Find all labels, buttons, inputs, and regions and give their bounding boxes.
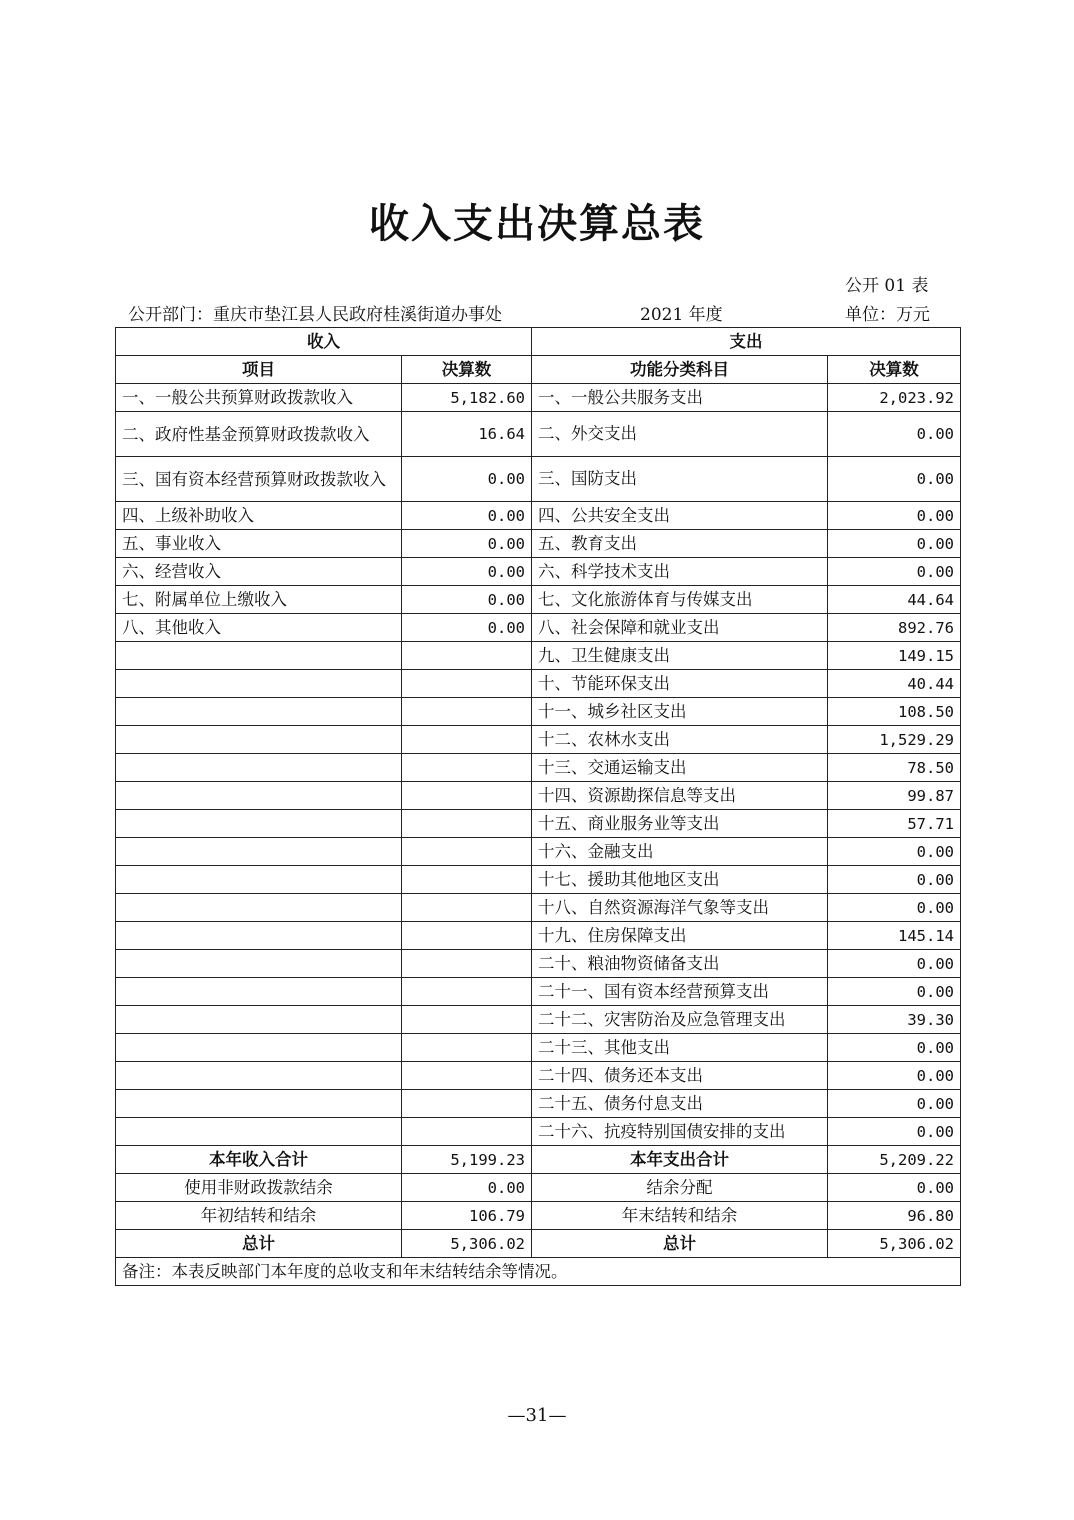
expense-item-label: 五、教育支出: [532, 530, 828, 558]
income-amount: [402, 894, 532, 922]
department-label: 公开部门：重庆市垫江县人民政府桂溪街道办事处: [128, 305, 502, 325]
table-row: [116, 670, 961, 698]
income-item-label: [116, 978, 402, 1006]
expense-amount: 44.64: [828, 586, 961, 614]
expense-item-label: 二十三、其他支出: [532, 1034, 828, 1062]
expense-item-label: 十九、住房保障支出: [532, 922, 828, 950]
income-item-label: [116, 922, 402, 950]
expense-amount: 0.00: [828, 457, 961, 502]
income-item-label: [116, 782, 402, 810]
summary-expense-amount: 0.00: [828, 1174, 961, 1202]
table-row: [116, 922, 961, 950]
expense-amount: 0.00: [828, 1062, 961, 1090]
income-item-label: 一、一般公共预算财政拨款收入: [116, 384, 402, 412]
expense-amount: 0.00: [828, 838, 961, 866]
page-title: 收入支出决算总表: [369, 200, 705, 247]
income-amount: [402, 1118, 532, 1146]
expense-item-label: 二十五、债务付息支出: [532, 1090, 828, 1118]
expense-amount: 99.87: [828, 782, 961, 810]
table-row: [116, 502, 961, 530]
fiscal-year: 2021 年度: [640, 305, 723, 325]
income-amount: [402, 950, 532, 978]
summary-income-label: 使用非财政拨款结余: [116, 1174, 402, 1202]
unit-label: 单位：万元: [845, 305, 930, 325]
summary-row: [116, 1202, 961, 1230]
income-amount: [402, 1034, 532, 1062]
expense-item-label: 十五、商业服务业等支出: [532, 810, 828, 838]
expense-amount: 149.15: [828, 642, 961, 670]
income-item-label: 七、附属单位上缴收入: [116, 586, 402, 614]
expense-amount: 0.00: [828, 950, 961, 978]
income-item-label: [116, 1062, 402, 1090]
summary-income-amount: 5,306.02: [402, 1230, 532, 1258]
summary-expense-label: 本年支出合计: [532, 1146, 828, 1174]
income-expense-table: [115, 327, 961, 1286]
expense-item-label: 二十一、国有资本经营预算支出: [532, 978, 828, 1006]
table-row: [116, 412, 961, 457]
expense-item-label: 二十六、抗疫特别国债安排的支出: [532, 1118, 828, 1146]
income-amount: 0.00: [402, 614, 532, 642]
income-item-label: [116, 1118, 402, 1146]
expense-item-label: 八、社会保障和就业支出: [532, 614, 828, 642]
income-amount: 0.00: [402, 558, 532, 586]
income-amount-header: 决算数: [402, 356, 532, 384]
income-item-label: [116, 670, 402, 698]
expense-amount: 0.00: [828, 530, 961, 558]
expense-amount: 2,023.92: [828, 384, 961, 412]
expense-item-label: 二十二、灾害防治及应急管理支出: [532, 1006, 828, 1034]
income-amount: [402, 754, 532, 782]
table-row: [116, 1090, 961, 1118]
expense-item-label: 十四、资源勘探信息等支出: [532, 782, 828, 810]
expense-item-label: 六、科学技术支出: [532, 558, 828, 586]
table-row: [116, 1062, 961, 1090]
summary-expense-amount: 5,306.02: [828, 1230, 961, 1258]
form-number: 公开 01 表: [845, 276, 929, 296]
expense-section-header: 支出: [532, 328, 961, 356]
income-amount: [402, 1006, 532, 1034]
income-amount: 5,182.60: [402, 384, 532, 412]
table-row: [116, 586, 961, 614]
income-item-label: [116, 866, 402, 894]
expense-amount: 0.00: [828, 412, 961, 457]
expense-item-label: 四、公共安全支出: [532, 502, 828, 530]
expense-item-label: 二、外交支出: [532, 412, 828, 457]
table-row: [116, 642, 961, 670]
income-amount: [402, 1090, 532, 1118]
income-item-label: [116, 1034, 402, 1062]
expense-amount: 39.30: [828, 1006, 961, 1034]
table-row: [116, 558, 961, 586]
note-row: [116, 1258, 961, 1286]
income-item-label: 三、国有资本经营预算财政拨款收入: [116, 457, 402, 502]
table-row: [116, 978, 961, 1006]
income-amount: 0.00: [402, 502, 532, 530]
expense-amount: 0.00: [828, 866, 961, 894]
summary-income-amount: 5,199.23: [402, 1146, 532, 1174]
expense-item-label: 十一、城乡社区支出: [532, 698, 828, 726]
summary-expense-amount: 96.80: [828, 1202, 961, 1230]
summary-income-amount: 0.00: [402, 1174, 532, 1202]
table-row: [116, 1118, 961, 1146]
table-note: 备注：本表反映部门本年度的总收支和年末结转结余等情况。: [116, 1258, 961, 1286]
expense-item-label: 七、文化旅游体育与传媒支出: [532, 586, 828, 614]
table-row: [116, 950, 961, 978]
table-row: [116, 1034, 961, 1062]
section-header-row: [116, 328, 961, 356]
income-amount: 16.64: [402, 412, 532, 457]
income-amount: [402, 642, 532, 670]
summary-expense-label: 总计: [532, 1230, 828, 1258]
expense-item-label: 三、国防支出: [532, 457, 828, 502]
income-item-label: [116, 1006, 402, 1034]
income-item-label: 四、上级补助收入: [116, 502, 402, 530]
expense-amount: 78.50: [828, 754, 961, 782]
expense-item-label: 二十四、债务还本支出: [532, 1062, 828, 1090]
table-row: [116, 457, 961, 502]
summary-income-amount: 106.79: [402, 1202, 532, 1230]
expense-item-label: 十二、农林水支出: [532, 726, 828, 754]
table-row: [116, 894, 961, 922]
income-amount: [402, 978, 532, 1006]
expense-item-label: 九、卫生健康支出: [532, 642, 828, 670]
expense-item-label: 二十、粮油物资储备支出: [532, 950, 828, 978]
expense-amount: 0.00: [828, 894, 961, 922]
summary-expense-label: 结余分配: [532, 1174, 828, 1202]
expense-item-header: 功能分类科目: [532, 356, 828, 384]
income-amount: [402, 670, 532, 698]
table-row: [116, 838, 961, 866]
table-row: [116, 530, 961, 558]
expense-amount: 892.76: [828, 614, 961, 642]
table-row: [116, 698, 961, 726]
expense-amount: 0.00: [828, 502, 961, 530]
expense-amount: 57.71: [828, 810, 961, 838]
summary-row: [116, 1146, 961, 1174]
table-row: [116, 726, 961, 754]
income-item-label: [116, 642, 402, 670]
summary-income-label: 年初结转和结余: [116, 1202, 402, 1230]
income-item-label: 六、经营收入: [116, 558, 402, 586]
expense-amount: 0.00: [828, 1090, 961, 1118]
table-row: [116, 754, 961, 782]
summary-row: [116, 1230, 961, 1258]
income-item-label: [116, 698, 402, 726]
expense-item-label: 一、一般公共服务支出: [532, 384, 828, 412]
table-row: [116, 1006, 961, 1034]
summary-income-label: 本年收入合计: [116, 1146, 402, 1174]
expense-amount: 0.00: [828, 1034, 961, 1062]
expense-amount: 145.14: [828, 922, 961, 950]
expense-item-label: 十三、交通运输支出: [532, 754, 828, 782]
table-row: [116, 810, 961, 838]
income-item-label: 八、其他收入: [116, 614, 402, 642]
table-row: [116, 866, 961, 894]
expense-amount: 0.00: [828, 978, 961, 1006]
table-row: [116, 614, 961, 642]
expense-amount: 108.50: [828, 698, 961, 726]
income-amount: [402, 810, 532, 838]
income-amount: 0.00: [402, 530, 532, 558]
expense-amount-header: 决算数: [828, 356, 961, 384]
summary-expense-amount: 5,209.22: [828, 1146, 961, 1174]
table-row: [116, 384, 961, 412]
income-amount: [402, 838, 532, 866]
income-item-header: 项目: [116, 356, 402, 384]
expense-item-label: 十六、金融支出: [532, 838, 828, 866]
income-amount: 0.00: [402, 586, 532, 614]
expense-item-label: 十八、自然资源海洋气象等支出: [532, 894, 828, 922]
expense-amount: 1,529.29: [828, 726, 961, 754]
income-amount: [402, 726, 532, 754]
expense-item-label: 十、节能环保支出: [532, 670, 828, 698]
expense-amount: 40.44: [828, 670, 961, 698]
expense-item-label: 十七、援助其他地区支出: [532, 866, 828, 894]
income-amount: [402, 866, 532, 894]
income-section-header: 收入: [116, 328, 532, 356]
income-item-label: 五、事业收入: [116, 530, 402, 558]
income-amount: [402, 922, 532, 950]
income-item-label: [116, 726, 402, 754]
expense-amount: 0.00: [828, 558, 961, 586]
page-number: —31—: [507, 1405, 567, 1426]
income-item-label: [116, 950, 402, 978]
income-amount: 0.00: [402, 457, 532, 502]
income-item-label: [116, 1090, 402, 1118]
column-header-row: [116, 356, 961, 384]
summary-income-label: 总计: [116, 1230, 402, 1258]
income-amount: [402, 782, 532, 810]
income-item-label: [116, 810, 402, 838]
table-row: [116, 782, 961, 810]
income-item-label: 二、政府性基金预算财政拨款收入: [116, 412, 402, 457]
income-item-label: [116, 754, 402, 782]
income-amount: [402, 1062, 532, 1090]
expense-amount: 0.00: [828, 1118, 961, 1146]
summary-expense-label: 年末结转和结余: [532, 1202, 828, 1230]
income-item-label: [116, 894, 402, 922]
income-item-label: [116, 838, 402, 866]
summary-row: [116, 1174, 961, 1202]
income-amount: [402, 698, 532, 726]
